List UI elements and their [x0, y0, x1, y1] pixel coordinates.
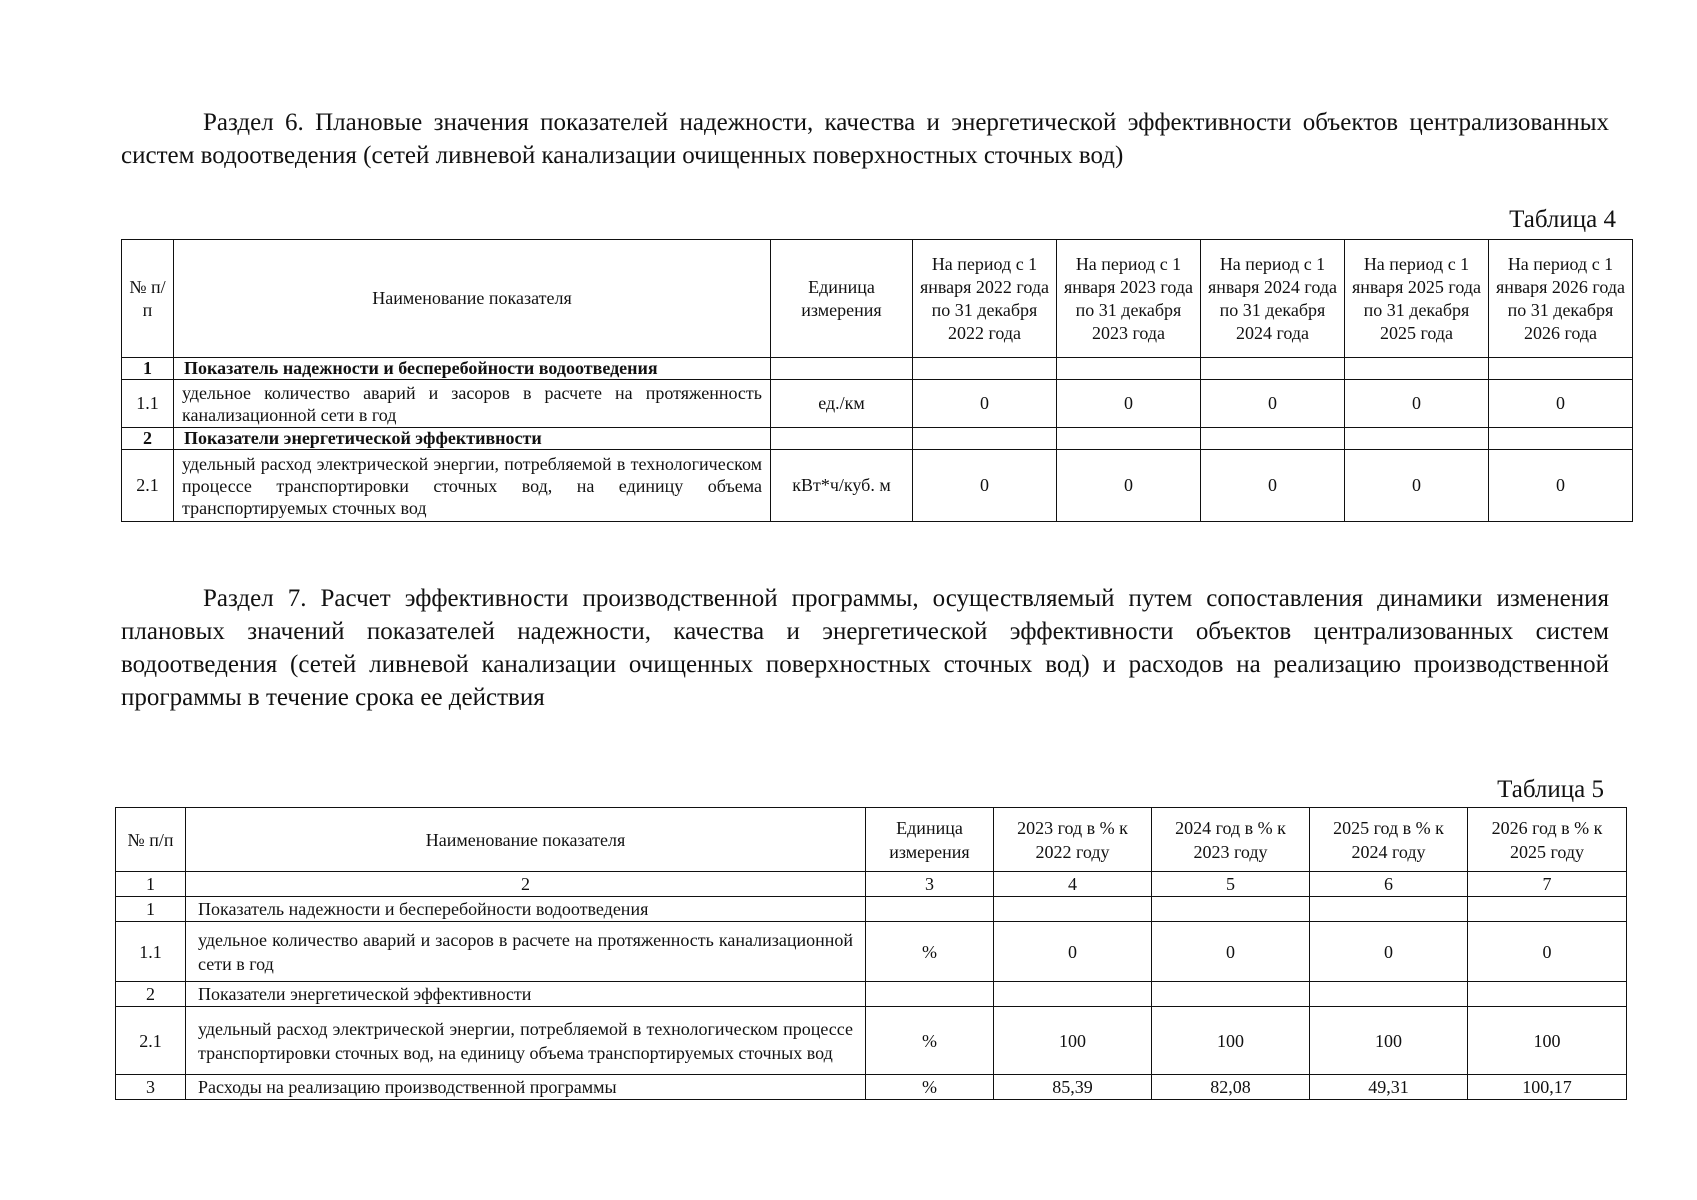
- header-year-2023: 2023 год в % к 2022 году: [994, 808, 1152, 872]
- empty-cell: [913, 358, 1057, 380]
- group-title: Показатели энергетической эффективности: [174, 428, 771, 450]
- header-period-2025: На период с 1 января 2025 года по 31 декабря 2025 года: [1345, 240, 1489, 358]
- empty-cell: [1201, 428, 1345, 450]
- value-cell: 100: [1152, 1007, 1310, 1075]
- column-number: 1: [116, 872, 186, 897]
- value-cell: 100,17: [1468, 1075, 1627, 1100]
- table-row: [116, 1075, 1627, 1100]
- header-unit: Единица измерения: [771, 240, 913, 358]
- value-cell: 0: [1310, 922, 1468, 982]
- empty-cell: [866, 897, 994, 922]
- empty-cell: [771, 428, 913, 450]
- row-num: 2.1: [116, 1007, 186, 1075]
- table-4-caption: Таблица 4: [1509, 206, 1616, 233]
- row-num: 2.1: [122, 450, 174, 522]
- value-cell: 0: [1468, 922, 1627, 982]
- value-cell: 0: [1201, 380, 1345, 428]
- table-5-header-row: [116, 808, 1627, 872]
- empty-cell: [1057, 358, 1201, 380]
- value-cell: 100: [1468, 1007, 1627, 1075]
- empty-cell: [866, 982, 994, 1007]
- indicator-name: удельный расход электрической энергии, потребляемой в технологическом процессе транспортировки сточных вод, на единицу объема транспортируемых сточных вод: [174, 450, 771, 522]
- value-cell: 100: [1310, 1007, 1468, 1075]
- empty-cell: [913, 428, 1057, 450]
- unit-cell: ед./км: [771, 380, 913, 428]
- row-num: 2: [116, 982, 186, 1007]
- empty-cell: [1057, 428, 1201, 450]
- table-row: [116, 982, 1627, 1007]
- header-period-2023: На период с 1 января 2023 года по 31 декабря 2023 года: [1057, 240, 1201, 358]
- column-number: 3: [866, 872, 994, 897]
- header-name: Наименование показателя: [174, 240, 771, 358]
- value-cell: 0: [1345, 380, 1489, 428]
- column-number: 6: [1310, 872, 1468, 897]
- group-title: Показатель надежности и бесперебойности водоотведения: [186, 897, 866, 922]
- value-cell: 0: [913, 380, 1057, 428]
- table-4-header-row: [122, 240, 1633, 358]
- header-period-2024: На период с 1 января 2024 года по 31 декабря 2024 года: [1201, 240, 1345, 358]
- indicator-name: удельный расход электрической энергии, потребляемой в технологическом процессе транспортировки сточных вод, на единицу объема транспортируемых сточных вод: [186, 1007, 866, 1075]
- row-num: 3: [116, 1075, 186, 1100]
- empty-cell: [994, 982, 1152, 1007]
- section-7-title: Раздел 7. Расчет эффективности производственной программы, осуществляемый путем сопоставления динамики изменения плановых значений показателей надежности, качества и энергетической эффективности объектов централизованных систем водоотведения (сетей ливневой канализации очищенных поверхностных сточных вод) и расходов на реализацию производственной программы в течение срока ее действия: [121, 585, 1609, 711]
- group-title: Показатель надежности и бесперебойности водоотведения: [174, 358, 771, 380]
- empty-cell: [1152, 897, 1310, 922]
- header-year-2025: 2025 год в % к 2024 году: [1310, 808, 1468, 872]
- empty-cell: [1152, 982, 1310, 1007]
- empty-cell: [1468, 897, 1627, 922]
- section-7-heading: [121, 582, 1609, 714]
- header-year-2026: 2026 год в % к 2025 году: [1468, 808, 1627, 872]
- column-number: 2: [186, 872, 866, 897]
- section-6-heading: [121, 106, 1609, 172]
- header-num: № п/п: [116, 808, 186, 872]
- value-cell: 85,39: [994, 1075, 1152, 1100]
- value-cell: 0: [913, 450, 1057, 522]
- row-num: 1: [122, 358, 174, 380]
- header-year-2024: 2024 год в % к 2023 году: [1152, 808, 1310, 872]
- indicator-name: удельное количество аварий и засоров в расчете на протяженность канализационной сети в год: [174, 380, 771, 428]
- column-number: 4: [994, 872, 1152, 897]
- value-cell: 82,08: [1152, 1075, 1310, 1100]
- indicator-name: Расходы на реализацию производственной программы: [186, 1075, 866, 1100]
- value-cell: 0: [994, 922, 1152, 982]
- empty-cell: [1489, 358, 1633, 380]
- value-cell: 0: [1152, 922, 1310, 982]
- empty-cell: [1468, 982, 1627, 1007]
- value-cell: 49,31: [1310, 1075, 1468, 1100]
- group-title: Показатели энергетической эффективности: [186, 982, 866, 1007]
- value-cell: 0: [1057, 380, 1201, 428]
- value-cell: 100: [994, 1007, 1152, 1075]
- empty-cell: [994, 897, 1152, 922]
- header-name: Наименование показателя: [186, 808, 866, 872]
- value-cell: 0: [1489, 450, 1633, 522]
- table-row: [122, 380, 1633, 428]
- row-num: 1: [116, 897, 186, 922]
- empty-cell: [1489, 428, 1633, 450]
- table-row: [116, 897, 1627, 922]
- column-numbers-row: [116, 872, 1627, 897]
- header-num: № п/п: [122, 240, 174, 358]
- section-6-title: Раздел 6. Плановые значения показателей надежности, качества и энергетической эффективности объектов централизованных систем водоотведения (сетей ливневой канализации очищенных поверхностных сточных вод): [121, 109, 1609, 169]
- row-num: 1.1: [116, 922, 186, 982]
- table-row: [116, 922, 1627, 982]
- table-row: [122, 428, 1633, 450]
- unit-cell: кВт*ч/куб. м: [771, 450, 913, 522]
- table-4: [121, 239, 1633, 522]
- empty-cell: [1310, 897, 1468, 922]
- header-period-2022: На период с 1 января 2022 года по 31 декабря 2022 года: [913, 240, 1057, 358]
- table-row: [122, 450, 1633, 522]
- empty-cell: [1345, 358, 1489, 380]
- empty-cell: [1201, 358, 1345, 380]
- table-5: [115, 807, 1627, 1100]
- row-num: 1.1: [122, 380, 174, 428]
- unit-cell: %: [866, 1075, 994, 1100]
- value-cell: 0: [1057, 450, 1201, 522]
- header-unit: Единица измерения: [866, 808, 994, 872]
- value-cell: 0: [1345, 450, 1489, 522]
- value-cell: 0: [1489, 380, 1633, 428]
- header-period-2026: На период с 1 января 2026 года по 31 декабря 2026 года: [1489, 240, 1633, 358]
- table-5-caption: Таблица 5: [1497, 776, 1604, 803]
- empty-cell: [1310, 982, 1468, 1007]
- column-number: 5: [1152, 872, 1310, 897]
- unit-cell: %: [866, 922, 994, 982]
- indicator-name: удельное количество аварий и засоров в расчете на протяженность канализационной сети в год: [186, 922, 866, 982]
- table-row: [122, 358, 1633, 380]
- empty-cell: [771, 358, 913, 380]
- row-num: 2: [122, 428, 174, 450]
- empty-cell: [1345, 428, 1489, 450]
- column-number: 7: [1468, 872, 1627, 897]
- table-row: [116, 1007, 1627, 1075]
- unit-cell: %: [866, 1007, 994, 1075]
- value-cell: 0: [1201, 450, 1345, 522]
